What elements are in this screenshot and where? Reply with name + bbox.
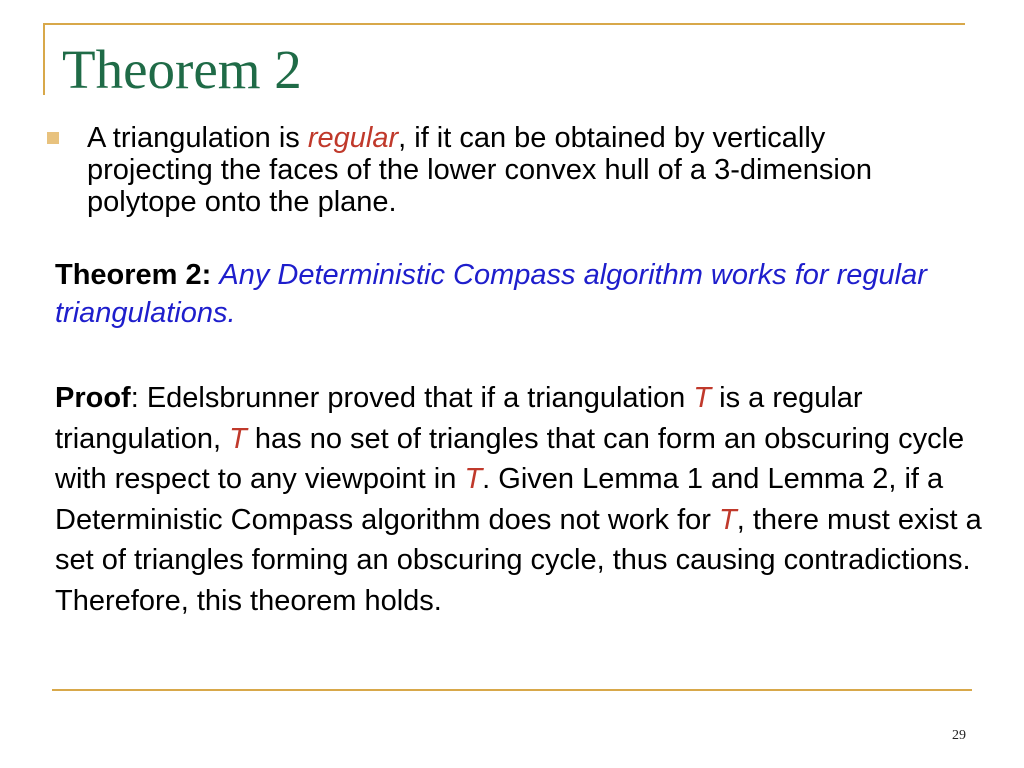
proof-label: Proof bbox=[55, 382, 131, 414]
proof-text-5: , there must exist a set of triangles forming an obscuring cycle, thus causing contradictions. Therefore, this theorem holds. bbox=[55, 503, 982, 617]
proof-text-2: is a regular triangulation, bbox=[55, 382, 863, 455]
slide-title: Theorem 2 bbox=[62, 39, 302, 100]
theorem-label: Theorem 2: bbox=[55, 259, 212, 291]
bullet-text bbox=[87, 122, 947, 218]
proof-var-t-1: T bbox=[693, 382, 712, 414]
bullet-text-after: , if it can be obtained by vertically projecting the faces of the lower convex hull of a 3-dimension polytope onto the plane. bbox=[87, 122, 873, 218]
theorem-statement bbox=[55, 256, 1005, 332]
page-number: 29 bbox=[952, 728, 966, 743]
square-bullet-icon bbox=[47, 132, 59, 144]
proof-var-t-2: T bbox=[229, 422, 247, 455]
proof-text-4: . Given Lemma 1 and Lemma 2, if a Deterministic Compass algorithm does not work for bbox=[55, 463, 944, 536]
proof-text-3: has no set of triangles that can form an obscuring cycle with respect to any viewpoint in bbox=[55, 422, 965, 495]
frame-top-rule bbox=[43, 23, 965, 25]
frame-left-rule bbox=[43, 23, 45, 95]
proof-paragraph bbox=[55, 378, 1015, 621]
bullet-emphasis-regular: regular bbox=[307, 122, 399, 154]
theorem-text: Any Deterministic Compass algorithm works for regular triangulations. bbox=[55, 259, 927, 329]
frame-bottom-rule bbox=[52, 689, 972, 691]
bullet-text-before: A triangulation is bbox=[87, 122, 308, 154]
proof-var-t-4: T bbox=[719, 503, 737, 536]
proof-var-t-3: T bbox=[464, 463, 483, 495]
proof-text-1: : Edelsbrunner proved that if a triangulation bbox=[130, 382, 694, 414]
